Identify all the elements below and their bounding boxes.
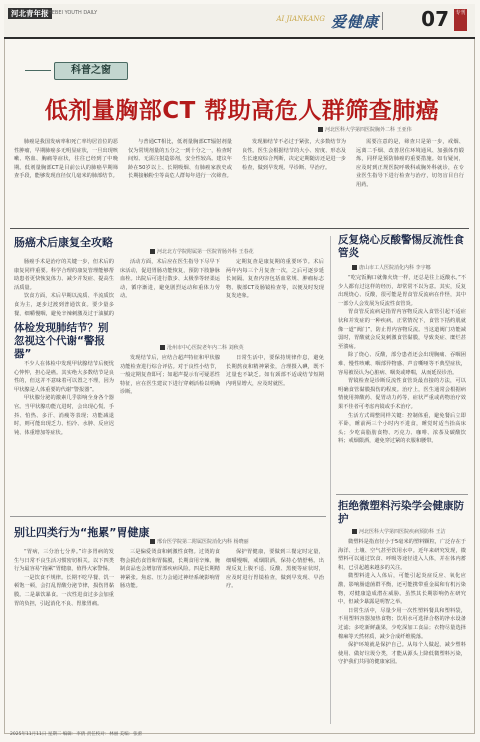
article-byline-reflux: 唐山市工人医院消化内科 李宇娜 bbox=[352, 264, 431, 271]
article-reflux-body: “吃完饭胸口就像火烧一样，还总是往上返酸水。”不少人都有过这样的经历，却常常不以为意。其实，反复出现烧心、反酸，很可能是胃食管反流病在作怪，其中一部分人会发展为反流性食管炎。 胃食管反流病是指胃内容物反流入食管引起不适症状和并发症的一种疾病。正常情况下，食管下括约肌就像一道“阀门”，防止胃内容物反流。当这道阀门功能减弱时，胃酸就会反复刺激食管黏膜，导致炎症、糜烂甚至溃疡。 除了烧心、反酸，部分患者还会出现胸痛、吞咽困难、慢性咳嗽、咽部异物感、声音嘶哑等不典型症状，容易被误认为心脏病、咽炎或哮喘，从而延误诊治。 胃镜检查是诊断反流性食管炎最直接的方法，可以明确食管黏膜损伤的程度。治疗上，医生通常会根据病情使用抑酸药、促胃动力药等，症状严重或药物治疗效果不佳者可考虑内镜或手术治疗。 生活方式调整同样关键：控制体重，避免餐后立即平卧，睡前两三个小时内不进食，睡觉时适当抬高床头；少吃高脂肪食物、巧克力、咖啡、浓茶及碳酸饮料；戒烟限酒，避免穿过紧的衣服和腰带。 bbox=[338, 275, 466, 445]
header-divider bbox=[382, 12, 383, 30]
main-column-3: 发现肺结节不必过于紧张，大多数结节为良性。医生会根据结节的大小、密度、形态及生长速度综合判断，决定定期随访还是进一步检查，做到早发现、早诊断、早治疗。 bbox=[242, 139, 346, 171]
column-badge: 科普之窗 bbox=[54, 62, 128, 80]
article-stomach-col-1: “胃病，三分治七分养。”许多胃病的发生与日常不良生活习惯密切相关。以下四类行为最容易“拖累”胃健康，值得大家警惕。 一是饮食不规律。长期不吃早餐、饥一顿饱一顿，会打乱胃酸分泌节律，损伤胃黏膜。二是暴饮暴食。一次性进食过多会加重胃的负担，引起消化不良、胃胀胃痛。 bbox=[14, 549, 114, 607]
main-byline: 河北医科大学第四医院胸外二科 王亚伟 bbox=[318, 126, 412, 133]
article-colon-cancer-col-2: 活动方面，术后应在医生指导下尽早下床活动，促进胃肠功能恢复，预防下肢静脉血栓。出院后可进行散步、太极拳等轻柔运动，循序渐进，避免剧烈运动和重体力劳动。 bbox=[120, 259, 220, 300]
article-separator-left bbox=[10, 516, 326, 517]
byline-marker-icon bbox=[150, 249, 155, 254]
main-headline: 低剂量胸部CT 帮助高危人群筛查肺癌 bbox=[44, 98, 440, 124]
article-title-stomach: 别让四类行为“拖累”胃健康 bbox=[14, 526, 150, 539]
article-colon-cancer-col-3: 定期复查是康复期的重要环节。术后两年内每三个月复查一次，之后可逐步延长间隔。复查内容包括血常规、肿瘤标志物、腹部CT及肠镜检查等，以便及时发现复发迹象。 bbox=[226, 259, 324, 300]
byline-marker-icon bbox=[150, 539, 155, 544]
article-byline-thyroid: 沧州市中心医院老年内二科 刘秋英 bbox=[160, 344, 244, 351]
page-number: 07 bbox=[421, 7, 449, 31]
article-stomach-col-3: 保护胃健康，要做到三餐定时定量，细嚼慢咽，戒烟限酒，保持心情舒畅。出现反复上腹不适、反酸、黑便等症状时，应及时进行胃镜检查，做到早发现、早治疗。 bbox=[226, 549, 324, 590]
article-colon-cancer-col-1: 肠癌手术是治疗的关键一步，但术后的康复同样重要。科学合理的康复管理能够帮助患者更快恢复体力、减少并发症、提高生活质量。 饮食方面，术后早期以流质、半流质饮食为主，逐步过渡到普通饮食。要少量多餐，细嚼慢咽，避免辛辣刺激及过于油腻的 bbox=[14, 259, 114, 316]
newspaper-logo: 河北青年报 bbox=[8, 8, 52, 19]
article-byline-stomach: 邢台医学院第二附属医院消化内科 杨晓丽 bbox=[150, 538, 249, 545]
main-column-4: 需要注意的是，筛查只是第一步，戒烟、远离二手烟、改善居住环境通风、加强体育锻炼，同样是预防肺癌的重要措施。如有疑问，应及时到正规医院呼吸科或胸外科就诊，在专业医生指导下进行检查与治疗，切勿盲目自行用药。 bbox=[356, 139, 464, 188]
page-header bbox=[4, 4, 475, 39]
article-stomach-col-2: 三是偏爱烫食和刺激性食物。过烫的食物会损伤食管和胃黏膜，长期食用辛辣、腌制食品也会增加胃部疾病风险。四是长期精神紧张。焦虑、压力会通过神经系统影响胃肠功能。 bbox=[120, 549, 220, 590]
byline-marker-icon bbox=[352, 265, 357, 270]
article-thyroid-col-3: 日常生活中，要保持规律作息，避免长期熬夜和精神紧张，合理摄入碘，既不过量也不缺乏。如有颈部不适或结节短期内明显增大，应及时就医。 bbox=[226, 355, 324, 387]
byline-marker-icon bbox=[160, 345, 165, 350]
article-microplastics-body: 微塑料是指直径小于5毫米的塑料颗粒，广泛存在于海洋、土壤、空气甚至饮用水中。近年来研究发现，微塑料可以通过饮食、呼吸等途径进入人体，并在体内蓄积，已引起越来越多的关注。 微塑料进入人体后，可能引起炎症反应、氧化应激，影响肠道菌群平衡，还可能携带重金属和有机污染物，对健康造成潜在威胁。虽然其长期影响仍在研究中，但减少暴露是明智之举。 日常生活中，尽量少用一次性塑料餐具和塑料袋，不用塑料容器加热食物；饮用水可选择合格的净水设备过滤；多吃新鲜蔬果，少吃深加工食品；衣物尽量选择棉麻等天然材质，减少合成纤维脱落。 保护环境就是保护自己。从每个人做起，减少塑料使用、做好垃圾分类，才能从源头上降低微塑料污染，守护我们共同的健康家园。 bbox=[338, 539, 466, 666]
article-title-reflux: 反复烧心反酸警惕反流性食管炎 bbox=[338, 234, 464, 259]
page-footer: 2025年11月11日 星期二 编辑：李倩 责任校对：林丽 美编：张蕾 bbox=[10, 732, 143, 737]
main-column-2: 与普通CT相比，低剂量胸部CT辐射剂量仅为常规剂量的五分之一到十分之一，检查时间短、无需注射造影剂，安全性较高。建议年龄在50岁以上、长期吸烟、有肺癌家族史或长期接触粉尘等高危人群每年进行一次筛查。 bbox=[128, 139, 232, 180]
section-pinyin: AI JIANKANG bbox=[276, 15, 325, 23]
article-byline-microplastics: 河北医科大学第四医院疾病预防科 王洁 bbox=[352, 528, 446, 535]
main-article-bottom-rule bbox=[10, 228, 469, 229]
logo-subtitle: HEBEI YOUTH DAILY bbox=[48, 10, 98, 16]
main-column-1: 肺癌是我国发病率和死亡率均居首位的恶性肿瘤，早期肺癌多无明显症状，一旦出现咳嗽、咯血、胸痛等症状，往往已经到了中晚期。低剂量胸部CT是目前公认的肺癌早期筛查手段，能够发现直径仅几毫米的肺部结节。 bbox=[14, 139, 118, 180]
byline-marker-icon bbox=[352, 529, 357, 534]
column-divider bbox=[330, 236, 331, 724]
edition-tag: 专刊 bbox=[454, 9, 467, 31]
article-byline-colon-cancer: 河北北方学院附属第一医院胃肠外科 王春花 bbox=[150, 248, 254, 255]
article-title-colon-cancer: 肠癌术后康复全攻略 bbox=[14, 236, 113, 249]
byline-marker-icon bbox=[318, 127, 323, 132]
section-name: 爱健康 bbox=[330, 13, 379, 31]
article-title-microplastics: 拒绝微塑料污染学会健康防护 bbox=[338, 500, 464, 525]
article-separator-right bbox=[336, 494, 468, 495]
article-title-thyroid: 体检发现肺结节？别忽视这个代谢“警报器” bbox=[14, 322, 109, 360]
article-thyroid-col-2: 发现结节后，应结合超声特征和甲状腺功能检查进行综合评估。对于良性小结节，一般定期复查即可；如超声提示有可疑恶性特征，应在医生建议下进行穿刺活检以明确诊断。 bbox=[120, 355, 220, 396]
article-thyroid-col-1: 不少人在体检中发现甲状腺结节后便忧心忡忡，担心是癌。其实绝大多数结节是良性的，但这并不意味着可以置之不理，因为甲状腺是人体重要的代谢“警报器”。 甲状腺分泌的激素几乎影响全身各个器官。当甲状腺功能亢进时，会出现心慌、手抖、怕热、多汗、消瘦等表现；功能减退时，则可能出现乏力、怕冷、水肿、反应迟钝、体重增加等症状。 bbox=[14, 361, 114, 436]
